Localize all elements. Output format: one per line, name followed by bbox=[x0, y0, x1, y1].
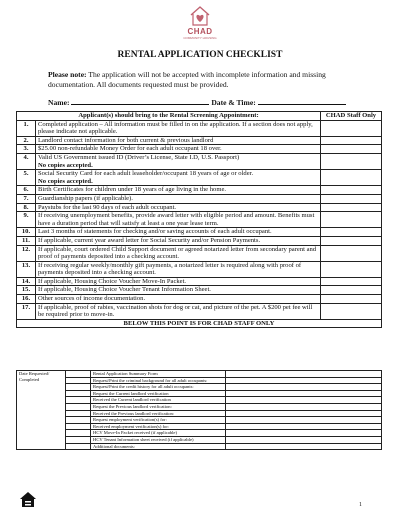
row-note: No copies accepted. bbox=[38, 177, 93, 185]
row-text-cell bbox=[36, 170, 321, 186]
checklist-row bbox=[17, 212, 382, 228]
staff-row bbox=[17, 397, 382, 404]
row-number: 4. bbox=[17, 153, 36, 169]
name-date-line bbox=[48, 96, 368, 107]
checklist-row bbox=[17, 170, 382, 186]
row-text: If applicable, Housing Choice Voucher Move-In Packet. bbox=[38, 277, 187, 285]
row-text-cell bbox=[36, 212, 321, 228]
row-text-cell bbox=[36, 136, 321, 145]
staff-check-cell[interactable] bbox=[66, 417, 91, 424]
checklist-row bbox=[17, 277, 382, 286]
staff-item-notes[interactable] bbox=[226, 443, 382, 450]
equal-housing-icon bbox=[18, 490, 38, 510]
note-text: The application will not be accepted with incomplete information and missing documentation. All documents requested must be provided. bbox=[48, 70, 326, 89]
staff-item-label: Request/Print the credit history for all adult occupants: bbox=[91, 384, 226, 391]
row-text: Social Security Card for each adult leaseholder/occupant 18 years of age or older. bbox=[38, 170, 254, 178]
row-text-cell bbox=[36, 120, 321, 136]
staff-row bbox=[17, 390, 382, 397]
staff-check-cell[interactable] bbox=[321, 212, 382, 228]
staff-item-label: Request the Previous landlord verification: bbox=[91, 403, 226, 410]
staff-item-notes[interactable] bbox=[226, 397, 382, 404]
staff-divider: BELOW THIS POINT IS FOR CHAD STAFF ONLY bbox=[17, 319, 382, 328]
staff-check-cell[interactable] bbox=[321, 170, 382, 186]
checklist-row bbox=[17, 261, 382, 277]
row-text: $25.00 non-refundable Money Order for each adult occupant 18 over. bbox=[38, 145, 222, 153]
staff-item-notes[interactable] bbox=[226, 390, 382, 397]
checklist-row bbox=[17, 194, 382, 203]
row-number: 5. bbox=[17, 170, 36, 186]
staff-item-label: HCV Move-In Packet received (if applicable) bbox=[91, 430, 226, 437]
date-label: Date & Time: bbox=[211, 98, 256, 107]
row-number: 6. bbox=[17, 186, 36, 195]
row-number: 9. bbox=[17, 212, 36, 228]
row-number: 2. bbox=[17, 136, 36, 145]
staff-check-cell[interactable] bbox=[66, 443, 91, 450]
note-label: Please note: bbox=[48, 70, 87, 79]
row-text: If receiving regular weekly/monthly gift payments, a notarized letter is required along with proof of payments deposited into a checking account. bbox=[38, 261, 302, 277]
row-text-cell bbox=[36, 245, 321, 261]
house-heart-icon bbox=[189, 4, 211, 28]
row-text: Completed application – All information must be filled in on the application. If a section does not apply, please indicate not applicable. bbox=[38, 120, 313, 136]
checklist-row bbox=[17, 295, 382, 304]
staff-check-cell[interactable] bbox=[66, 390, 91, 397]
row-number: 14. bbox=[17, 277, 36, 286]
staff-check-cell[interactable] bbox=[66, 436, 91, 443]
staff-item-notes[interactable] bbox=[226, 371, 382, 378]
page-title: RENTAL APPLICATION CHECKLIST bbox=[117, 50, 283, 60]
row-text-cell bbox=[36, 228, 321, 237]
row-text-cell bbox=[36, 277, 321, 286]
name-field[interactable] bbox=[71, 96, 209, 105]
date-time-field[interactable] bbox=[258, 96, 346, 105]
staff-check-cell[interactable] bbox=[66, 423, 91, 430]
checklist-row bbox=[17, 153, 382, 169]
staff-check-cell[interactable] bbox=[321, 236, 382, 245]
staff-item-label: Received employment verification(s) for: bbox=[91, 423, 226, 430]
row-note: No copies accepted. bbox=[38, 161, 93, 169]
date-requested-header: Date Requested/ Completed bbox=[17, 371, 66, 450]
row-number: 17. bbox=[17, 303, 36, 319]
row-number: 3. bbox=[17, 145, 36, 154]
row-text-cell bbox=[36, 261, 321, 277]
staff-check-cell[interactable] bbox=[321, 136, 382, 145]
row-text: Guardianship papers (if applicable). bbox=[38, 194, 133, 202]
staff-row bbox=[17, 403, 382, 410]
staff-item-label: Request the Current landlord verification bbox=[91, 390, 226, 397]
staff-row bbox=[17, 417, 382, 424]
checklist-table bbox=[16, 111, 382, 328]
staff-check-cell[interactable] bbox=[321, 186, 382, 195]
staff-check-cell[interactable] bbox=[66, 410, 91, 417]
staff-row bbox=[17, 430, 382, 437]
row-text-cell bbox=[36, 194, 321, 203]
checklist-row bbox=[17, 145, 382, 154]
logo-name: CHAD bbox=[187, 27, 213, 36]
page-number: 1 bbox=[359, 502, 362, 508]
chad-logo bbox=[178, 4, 222, 50]
staff-item-notes[interactable] bbox=[226, 384, 382, 391]
staff-check-cell[interactable] bbox=[321, 145, 382, 154]
checklist-row bbox=[17, 228, 382, 237]
row-text: Other sources of income documentation. bbox=[38, 295, 146, 303]
row-text: If applicable, current year award letter for Social Security and/or Pension Payments. bbox=[38, 236, 261, 244]
staff-check-cell[interactable] bbox=[66, 403, 91, 410]
staff-item-notes[interactable] bbox=[226, 430, 382, 437]
row-text: Landlord contact information for both current & previous landlord bbox=[38, 136, 214, 144]
checklist-row bbox=[17, 120, 382, 136]
staff-row bbox=[17, 384, 382, 391]
staff-check-cell[interactable] bbox=[321, 277, 382, 286]
staff-row bbox=[17, 371, 382, 378]
staff-item-label: Request employment verification(s) for: bbox=[91, 417, 226, 424]
staff-item-label: Received the Previous landlord verification: bbox=[91, 410, 226, 417]
staff-item-label: Request/Print the criminal background for all adult occupants: bbox=[91, 377, 226, 384]
row-number: 15. bbox=[17, 286, 36, 295]
staff-check-cell[interactable] bbox=[321, 203, 382, 212]
staff-check-cell[interactable] bbox=[66, 384, 91, 391]
logo-subtitle: COMMUNITY HOUSING bbox=[183, 36, 217, 40]
checklist-row bbox=[17, 136, 382, 145]
row-number: 8. bbox=[17, 203, 36, 212]
staff-item-label: Received the Current landlord verification bbox=[91, 397, 226, 404]
checklist-row bbox=[17, 286, 382, 295]
staff-row bbox=[17, 423, 382, 430]
row-text-cell bbox=[36, 203, 321, 212]
row-number: 16. bbox=[17, 295, 36, 304]
staff-item-label: HCV Tenant Information sheet received (if applicable) bbox=[91, 436, 226, 443]
staff-check-cell[interactable] bbox=[321, 303, 382, 319]
row-text: Birth Certificates for children under 18 years of age living in the home. bbox=[38, 186, 227, 194]
row-number: 13. bbox=[17, 261, 36, 277]
row-text-cell bbox=[36, 236, 321, 245]
row-number: 1. bbox=[17, 120, 36, 136]
row-text-cell bbox=[36, 303, 321, 319]
staff-check-cell[interactable] bbox=[321, 286, 382, 295]
staff-check-cell[interactable] bbox=[321, 153, 382, 169]
row-number: 11. bbox=[17, 236, 36, 245]
row-text-cell bbox=[36, 295, 321, 304]
checklist-row bbox=[17, 186, 382, 195]
row-text-cell bbox=[36, 286, 321, 295]
checklist-row bbox=[17, 203, 382, 212]
row-number: 7. bbox=[17, 194, 36, 203]
row-number: 12. bbox=[17, 245, 36, 261]
staff-row bbox=[17, 377, 382, 384]
staff-check-cell[interactable] bbox=[66, 397, 91, 404]
row-text: If applicable, court ordered Child Support document or agreed notarized letter from secondary parent and proof of payments deposited into a checking account. bbox=[38, 245, 317, 261]
row-text: Paystubs for the last 90 days of each adult occupant. bbox=[38, 203, 177, 211]
row-text: If receiving unemployment benefits, provide award letter with eligible period and amount. Benefits must have a duration period that will satisfy at least a one year lease term. bbox=[38, 212, 315, 227]
checklist-header: Applicant(s) should bring to the Rental Screening Appointment: bbox=[17, 112, 321, 121]
staff-item-label: Additional documents: bbox=[91, 443, 226, 450]
staff-check-cell[interactable] bbox=[321, 228, 382, 237]
staff-row bbox=[17, 410, 382, 417]
row-text-cell bbox=[36, 153, 321, 169]
row-number: 10. bbox=[17, 228, 36, 237]
staff-check-cell[interactable] bbox=[66, 371, 91, 378]
row-text-cell bbox=[36, 145, 321, 154]
checklist-row bbox=[17, 303, 382, 319]
staff-check-cell[interactable] bbox=[321, 245, 382, 261]
staff-item-notes[interactable] bbox=[226, 423, 382, 430]
staff-row bbox=[17, 436, 382, 443]
staff-check-cell[interactable] bbox=[66, 430, 91, 437]
staff-check-cell[interactable] bbox=[66, 377, 91, 384]
row-text: Last 3 months of statements for checking and/or saving accounts of each adult occupant. bbox=[38, 228, 272, 236]
staff-item-label: Rental Application Summary Form bbox=[91, 371, 226, 378]
staff-item-notes[interactable] bbox=[226, 436, 382, 443]
checklist-row bbox=[17, 245, 382, 261]
staff-item-notes[interactable] bbox=[226, 410, 382, 417]
note-paragraph bbox=[48, 70, 368, 90]
staff-check-cell[interactable] bbox=[321, 120, 382, 136]
staff-check-cell[interactable] bbox=[321, 261, 382, 277]
staff-table bbox=[16, 370, 382, 450]
staff-only-header: CHAD Staff Only bbox=[321, 112, 382, 121]
row-text-cell bbox=[36, 186, 321, 195]
row-text: If applicable, Housing Choice Voucher Tenant Information Sheet. bbox=[38, 286, 211, 294]
staff-item-notes[interactable] bbox=[226, 417, 382, 424]
staff-check-cell[interactable] bbox=[321, 295, 382, 304]
staff-item-notes[interactable] bbox=[226, 403, 382, 410]
staff-check-cell[interactable] bbox=[321, 194, 382, 203]
name-label: Name: bbox=[48, 98, 70, 107]
checklist-row bbox=[17, 236, 382, 245]
row-text: If applicable, proof of rabies, vaccination shots for dog or cat, and picture of the pet. A $200 pet fee will be required prior to move-in. bbox=[38, 303, 313, 319]
staff-row bbox=[17, 443, 382, 450]
staff-item-notes[interactable] bbox=[226, 377, 382, 384]
row-text: Valid US Government issued ID (Driver’s License, State I.D, U.S. Passport) bbox=[38, 153, 240, 161]
